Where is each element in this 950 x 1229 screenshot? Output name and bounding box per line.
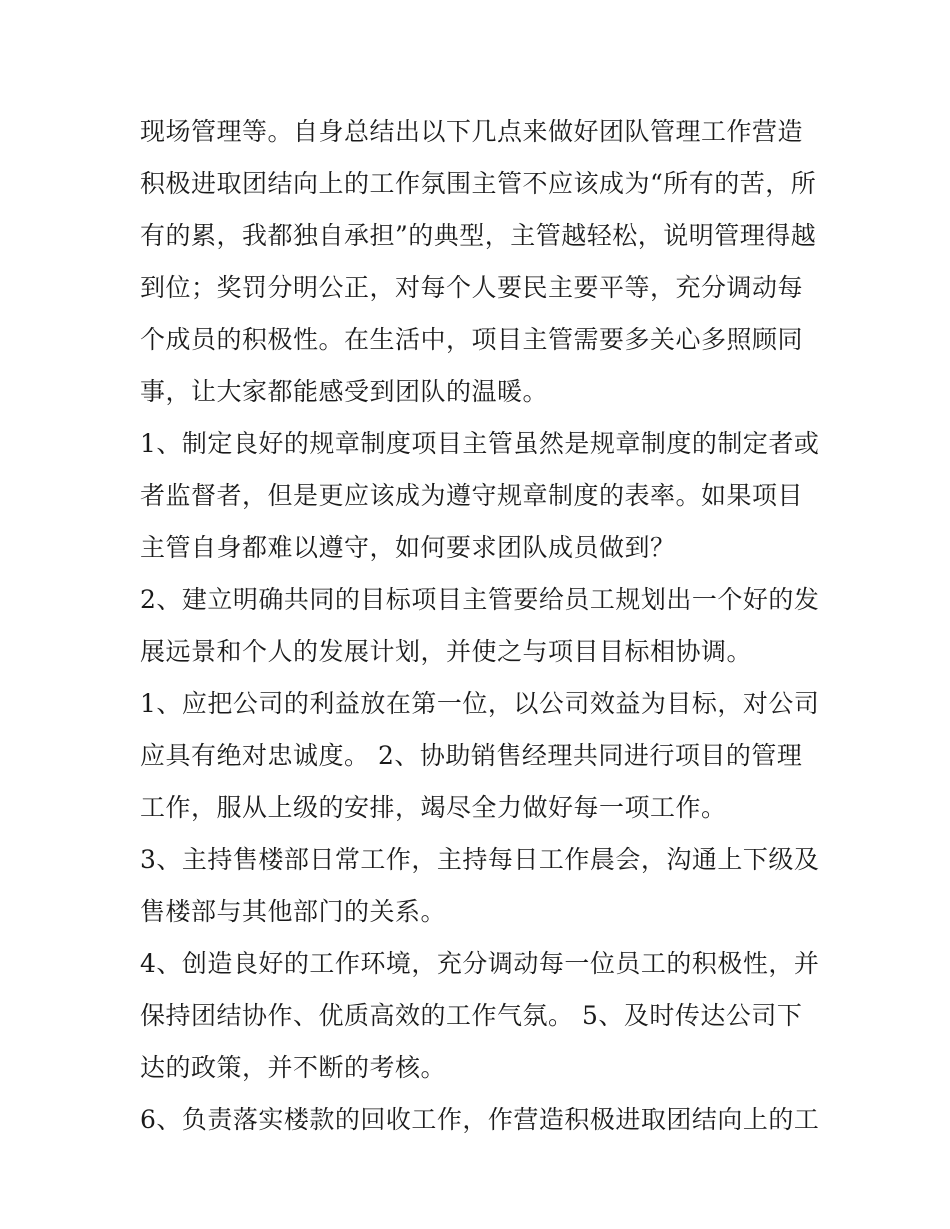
paragraph-7: 6、负责落实楼款的回收工作，作营造积极进取团结向上的工 <box>140 1105 820 1134</box>
paragraph-3: 2、建立明确共同的目标项目主管要给员工规划出一个好的发展远景和个人的发展计划，并使之与项目目标相协调。 <box>140 585 820 666</box>
paragraph-2: 1、制定良好的规章制度项目主管虽然是规章制度的制定者或者监督者，但是更应该成为遵守规章制度的表率。如果项目主管自身都难以遵守，如何要求团队成员做到？ <box>140 429 820 562</box>
document-body <box>140 106 820 1146</box>
paragraph-5: 3、主持售楼部日常工作，主持每日工作晨会，沟通上下级及售楼部与其他部门的关系。 <box>140 845 820 926</box>
paragraph-6: 4、创造良好的工作环境，充分调动每一位员工的积极性，并保持团结协作、优质高效的工作气氛。 5、及时传达公司下达的政策，并不断的考核。 <box>140 949 820 1082</box>
paragraph-1: 现场管理等。自身总结出以下几点来做好团队管理工作营造积极进取团结向上的工作氛围主管不应该成为“所有的苦，所有的累，我都独自承担”的典型，主管越轻松，说明管理得越到位；奖罚分明公正，对每个人要民主要平等，充分调动每个成员的积极性。在生活中，项目主管需要多关心多照顾同事，让大家都能感受到团队的温暖。 <box>140 117 817 406</box>
paragraph-4: 1、应把公司的利益放在第一位，以公司效益为目标，对公司应具有绝对忠诚度。 2、协助销售经理共同进行项目的管理工作，服从上级的安排，竭尽全力做好每一项工作。 <box>140 689 820 822</box>
